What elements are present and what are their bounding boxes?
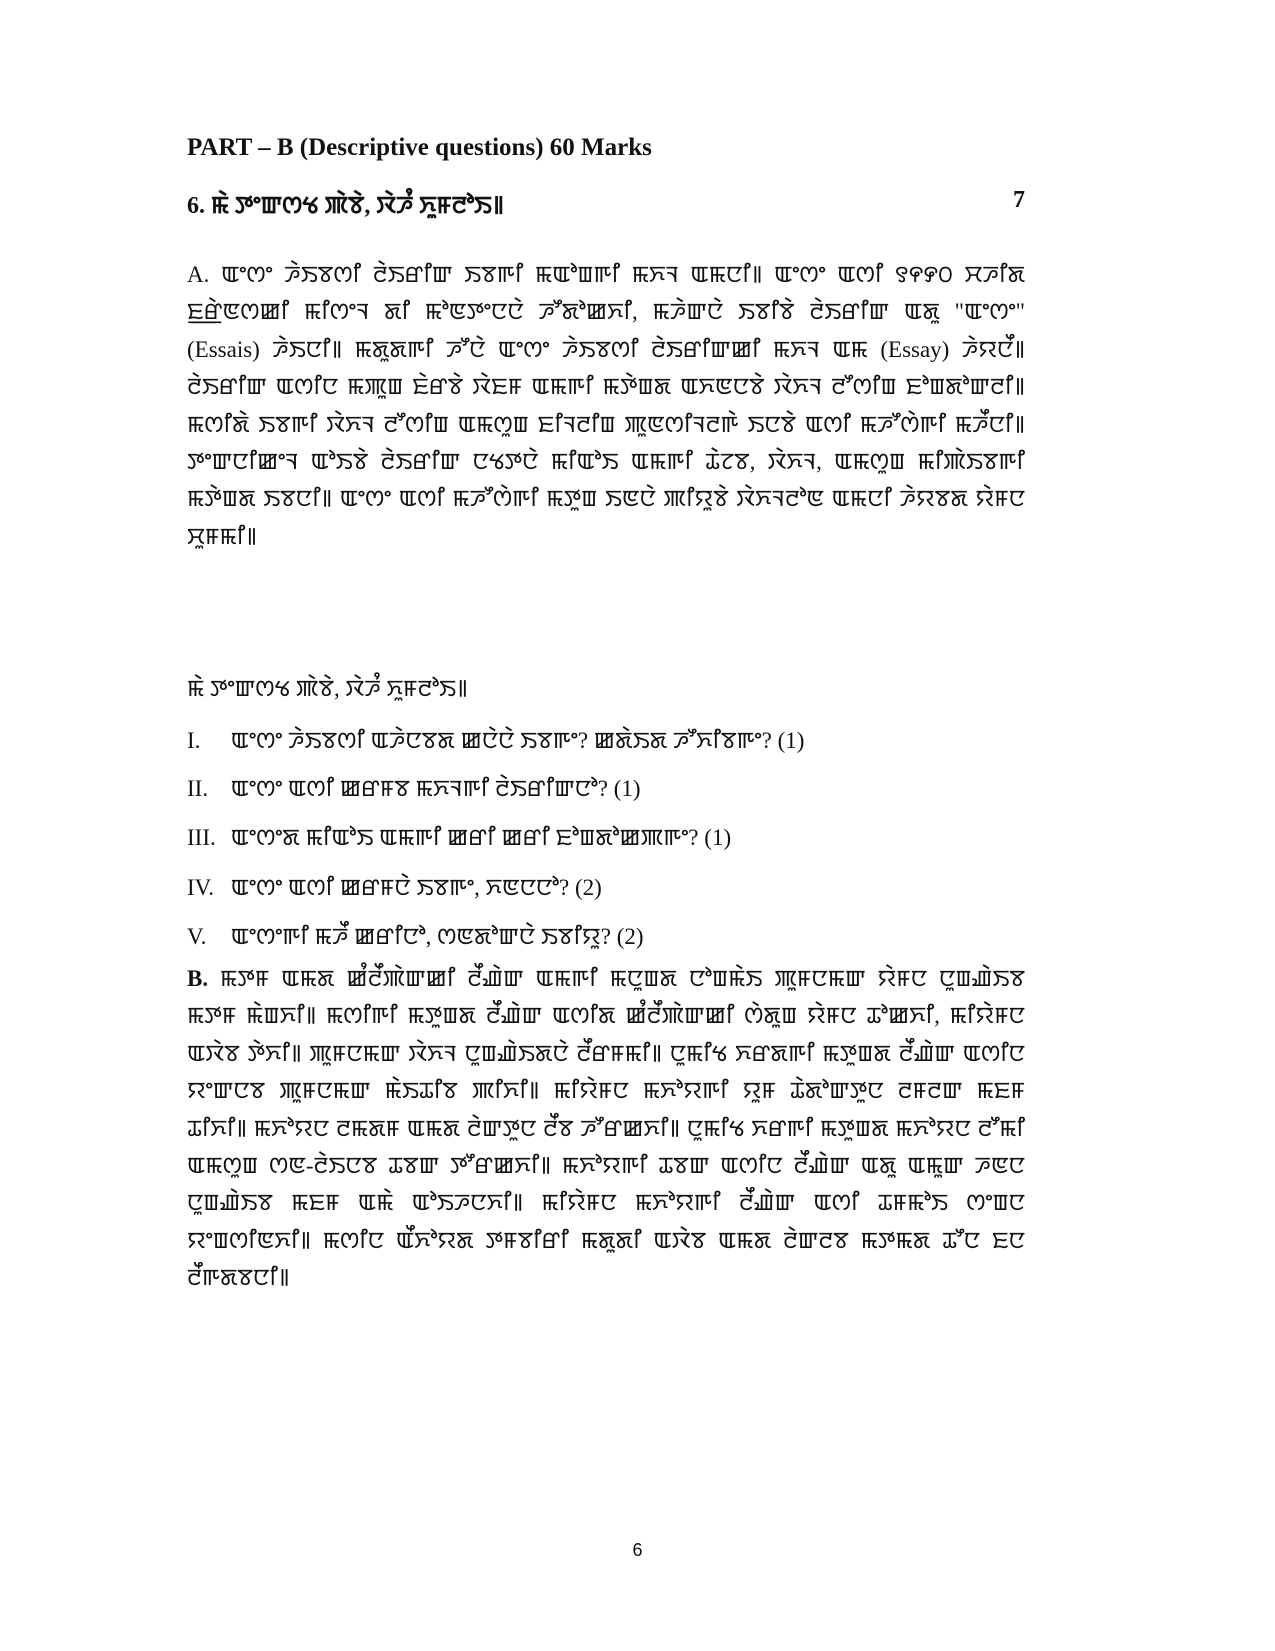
question-marks: 7 bbox=[1013, 187, 1025, 213]
section-heading: PART – B (Descriptive questions) 60 Marks bbox=[187, 134, 652, 161]
instruction-line: ꯃꯥ ꯇꯦꯛꯁꯠ ꯄꯥꯕꯥ, ꯋꯥꯍꯪ ꯈꯨꯝꯂꯣꯏ꯫ bbox=[187, 676, 468, 701]
passage-b-text: ꯃꯇꯝ ꯑꯃꯗ ꯀꯪꯂꯩꯄꯥꯛꯀꯤ ꯂꯩꯉꯥꯛ ꯑꯃꯒꯤ ꯃꯅꯨꯡꯗ ꯅꯣꯡꯃꯥꯏ ꯄꯨꯝꯅꯃꯛ ꯌꯥꯝꯅ ꯅꯨꯡꯉꯥꯏꯕ ꯃꯇꯝ ꯃꯥꯡꯈꯤ꯫ ꯃꯁꯤꯒꯤ ꯃꯇꯨꯡꯗ ꯂꯩꯉꯥꯛ ꯑꯁꯤꯗ ꯀꯪꯂꯩꯄꯥꯛꯀꯤ ꯁꯥꯗꯨꯡ ꯌꯥꯝꯅ ꯊꯣꯀꯈꯤ, ꯃꯤꯌꯥꯝꯅ ꯑꯋꯥꯕ ꯇꯥꯈꯤ꯫ ꯄꯨꯝꯅꯃꯛ ꯋꯥꯈꯜ ꯅꯨꯡꯉꯥꯏꯗꯅꯥ ꯂꯩꯔꯝꯃꯤ꯫ ꯅꯨꯃꯤꯠ ꯈꯔꯗꯒꯤ ꯃꯇꯨꯡꯗ ꯂꯩꯉꯥꯛ ꯑꯁꯤꯅ ꯌꯦꯛꯅꯕ ꯄꯨꯝꯅꯃꯛ ꯃꯥꯏꯊꯤꯕ ꯄꯤꯈꯤ꯫ ꯃꯤꯌꯥꯝꯅ ꯃꯈꯣꯌꯒꯤ ꯌꯨꯝ ꯊꯥꯗꯣꯛꯇꯨꯅ ꯂꯝꯂꯛ ꯃꯐꯝ ꯊꯤꯈꯤ꯫ ꯃꯈꯣꯌꯅ ꯂꯃꯗꯝ ꯑꯃꯗ ꯂꯥꯛꯇꯨꯅ ꯂꯩꯕ ꯍꯧꯔꯀꯈꯤ꯫ ꯅꯨꯃꯤꯠ ꯈꯔꯒꯤ ꯃꯇꯨꯡꯗ ꯃꯈꯣꯌꯅ ꯂꯧꯃꯤ ꯑꯃꯁꯨꯡ ꯁꯟ-ꯂꯥꯏꯅꯕ ꯊꯕꯛ ꯇꯧꯔꯀꯈꯤ꯫ ꯃꯈꯣꯌꯒꯤ ꯊꯕꯛ ꯑꯁꯤꯅ ꯂꯩꯉꯥꯛ ꯑꯗꯨ ꯑꯃꯨꯛ ꯍꯟꯅ ꯅꯨꯡꯉꯥꯏꯕ ꯃꯐꯝ ꯑꯃꯥ ꯑꯣꯏꯍꯅꯈꯤ꯫ ꯃꯤꯌꯥꯝꯅ ꯃꯈꯣꯌꯒꯤ ꯂꯩꯉꯥꯛ ꯑꯁꯤ ꯊꯝꯃꯣꯏ ꯁꯦꯡꯅ ꯌꯦꯡꯁꯤꯟꯈꯤ꯫ ꯃꯁꯤꯅ ꯑꯩꯈꯣꯌꯗ ꯇꯝꯕꯤꯔꯤ ꯃꯗꯨꯗꯤ ꯑꯋꯥꯕ ꯑꯃꯗ ꯂꯥꯛꯂꯕ ꯃꯇꯃꯗ ꯊꯧꯅ ꯐꯅ ꯂꯩꯒꯗꯕꯅꯤ꯫ bbox=[187, 966, 1025, 1291]
subquestion-text: ꯑꯦꯁꯦꯒꯤ ꯃꯍꯩ ꯀꯔꯤꯅꯣ, ꯁꯟꯗꯣꯛꯅꯥ ꯏꯕꯤꯌꯨ? bbox=[230, 924, 611, 949]
subquestion-marks: (1) bbox=[613, 776, 641, 801]
subquestion-text: ꯑꯦꯁꯦ ꯑꯁꯤ ꯀꯔꯝꯕ ꯃꯈꯜꯒꯤ ꯂꯥꯏꯔꯤꯛꯅꯣ? bbox=[230, 776, 608, 801]
subquestion-2 bbox=[187, 772, 641, 804]
question-text: ꯃꯥ ꯇꯦꯛꯁꯠ ꯄꯥꯕꯥ, ꯋꯥꯍꯪ ꯈꯨꯝꯂꯣꯏ꯫ bbox=[211, 193, 504, 219]
question-6 bbox=[187, 187, 1025, 221]
passage-a-label: A. bbox=[187, 262, 210, 287]
passage-b bbox=[187, 960, 1025, 1297]
subquestion-marks: (1) bbox=[704, 825, 732, 850]
subquestion-text: ꯑꯦꯁꯦꯗ ꯃꯤꯑꯣꯏ ꯑꯃꯒꯤ ꯀꯔꯤ ꯀꯔꯤ ꯐꯣꯡꯗꯣꯀꯄꯒꯦ? bbox=[230, 825, 699, 850]
subquestion-text: ꯑꯦꯁꯦ ꯍꯥꯏꯕꯁꯤ ꯑꯍꯥꯅꯕꯗ ꯀꯅꯥꯅꯥ ꯏꯕꯒꯦ? ꯀꯗꯥꯏꯗ ꯍꯧꯈꯤꯕꯒꯦ? bbox=[230, 728, 772, 753]
passage-a bbox=[187, 256, 1025, 555]
subquestion-number: IV. bbox=[187, 875, 215, 900]
subquestion-5 bbox=[187, 920, 644, 952]
subquestion-number: I. bbox=[187, 728, 201, 753]
page-number: 6 bbox=[632, 1540, 643, 1560]
subquestion-number: III. bbox=[187, 825, 216, 850]
subquestion-1 bbox=[187, 724, 804, 756]
subquestion-number: II. bbox=[187, 776, 209, 801]
subquestion-3 bbox=[187, 821, 731, 853]
subquestion-marks: (2) bbox=[616, 924, 644, 949]
subquestion-4 bbox=[187, 871, 602, 903]
subquestion-marks: (2) bbox=[574, 875, 602, 900]
subquestion-number: V. bbox=[187, 924, 207, 949]
question-number: 6. bbox=[187, 193, 205, 219]
passage-b-label: B. bbox=[187, 966, 209, 991]
passage-a-text: ꯑꯦꯁꯦ ꯍꯥꯏꯕꯁꯤ ꯂꯥꯏꯔꯤꯛ ꯏꯕꯒꯤ ꯃꯑꯣꯡꯒꯤ ꯃꯈꯜ ꯑꯃꯅꯤ꯫ ꯑꯦꯁꯦ ꯑꯁꯤ ꯱꯵꯸꯰ ꯆꯍꯤꯗ ꯐ꯭ꯔꯥꯟꯁꯀꯤ ꯃꯤꯁꯦꯜ ꯗꯤ ꯃꯣꯟꯇꯦꯅꯅꯥ ꯍꯧꯗꯣꯀꯈꯤ, ꯃꯍꯥꯛꯅꯥ ꯏꯕꯤꯕꯥ ꯂꯥꯏꯔꯤꯛ ꯑꯗꯨ "ꯑꯦꯁꯦ" (Essais) ꯍꯥꯏꯅꯤ꯫ ꯃꯗꯨꯗꯒꯤ ꯍꯧꯅꯥ ꯑꯦꯁꯦ ꯍꯥꯏꯕꯁꯤ ꯂꯥꯏꯔꯤꯛꯀꯤ ꯃꯈꯜ ꯑꯃ (Essay) ꯍꯥꯌꯅꯩ꯫ ꯂꯥꯏꯔꯤꯛ ꯑꯁꯤꯅ ꯃꯄꯨꯡ ꯐꯥꯔꯕꯥ ꯋꯥꯐꯝ ꯑꯃꯒꯤ ꯃꯇꯥꯡꯗ ꯑꯈꯟꯅꯕꯥ ꯋꯥꯈꯜ ꯂꯧꯁꯤꯡ ꯐꯣꯡꯗꯣꯛꯂꯤ꯫ ꯃꯁꯤꯗꯥ ꯏꯕꯒꯤ ꯋꯥꯈꯜ ꯂꯧꯁꯤꯡ ꯑꯃꯁꯨꯡ ꯐꯤꯜꯂꯤꯡ ꯄꯨꯟꯁꯤꯜꯂꯒꯥ ꯏꯅꯕꯥ ꯑꯁꯤ ꯃꯍꯧꯁꯥꯒꯤ ꯃꯍꯩꯅꯤ꯫ ꯇꯦꯛꯅꯤꯀꯦꯜ ꯑꯣꯏꯕꯥ ꯂꯥꯏꯔꯤꯛ ꯅꯠꯇꯅꯥ ꯃꯤꯑꯣꯏ ꯑꯃꯒꯤ ꯊꯥꯖꯕ, ꯋꯥꯈꯜ, ꯑꯃꯁꯨꯡ ꯃꯤꯄꯥꯏꯕꯒꯤ ꯃꯇꯥꯡꯗ ꯏꯕꯅꯤ꯫ ꯑꯦꯁꯦ ꯑꯁꯤ ꯃꯍꯧꯁꯥꯒꯤ ꯃꯇꯨꯡ ꯏꯟꯅꯥ ꯄꯤꯌꯨꯕꯥ ꯋꯥꯈꯜꯂꯣꯟ ꯑꯃꯅꯤ ꯍꯥꯌꯕꯗ ꯌꯥꯝꯅ ꯆꯨꯝꯃꯤ꯫ bbox=[187, 262, 1026, 549]
subquestion-marks: (1) bbox=[777, 728, 805, 753]
subquestion-text: ꯑꯦꯁꯦ ꯑꯁꯤ ꯀꯔꯝꯅꯥ ꯏꯕꯒꯦ, ꯈꯟꯅꯅꯣ? bbox=[230, 875, 570, 900]
